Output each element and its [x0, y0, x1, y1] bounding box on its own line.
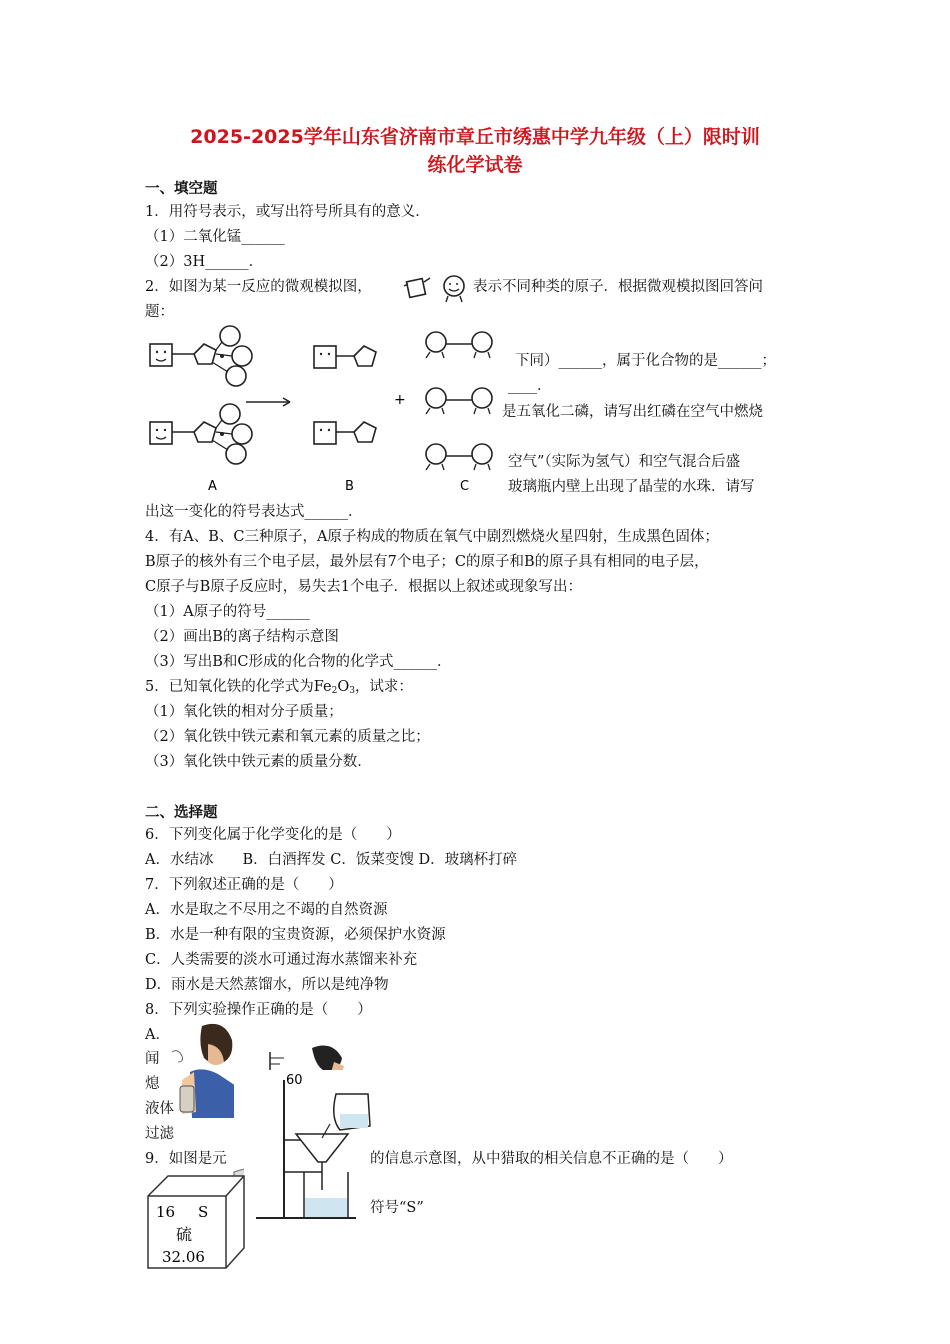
- q8-option-e-partial: 过滤: [145, 1126, 174, 1142]
- q8-option-a: A．: [145, 1027, 170, 1043]
- smelling-gas-image: [172, 1022, 238, 1118]
- q7-option-c: C．人类需要的淡水可通过海水蒸馏来补充: [145, 952, 418, 968]
- title-line-1: 2025-2025学年山东省济南市章丘市绣惠中学九年级（上）限时训: [190, 126, 760, 148]
- q9-stem-b: 的信息示意图，从中猎取的相关信息不正确的是（ ）: [370, 1151, 733, 1167]
- q7-option-d: D．雨水是天然蒸馏水，所以是纯净物: [145, 977, 389, 993]
- molecule-c-1: [426, 332, 492, 358]
- fig-label-b: B: [345, 479, 354, 494]
- section-2-heading: 二、选择题: [145, 805, 218, 821]
- molecule-c-2: [426, 388, 492, 414]
- q2-stem-b: 表示不同种类的原子．根据微观模拟图回答问: [473, 279, 763, 295]
- q5-stem: 5．已知氧化铁的化学式为$Fe_2O_3$，试求：: [145, 679, 413, 696]
- q2-stem-c: 题：: [145, 304, 174, 320]
- q3-right-text-4: 空气”（实际为氢气）和空气混合后盛: [508, 454, 741, 470]
- q2-right-text-2: ____．: [508, 378, 552, 394]
- q3-right-text-5: 玻璃瓶内壁上出现了晶莹的水珠．请写: [508, 479, 755, 495]
- reaction-micro-figure: [142, 318, 510, 494]
- q1-part-1: （1）二氧化锰______: [145, 229, 285, 245]
- q4-part-3: （3）写出B和C形成的化合物的化学式______．: [145, 654, 452, 670]
- q8-stem: 8．下列实验操作正确的是（ ）: [145, 1002, 372, 1018]
- q8-option-d-partial: 液体: [145, 1101, 174, 1117]
- q3-end-text: 出这一变化的符号表达式______．: [145, 504, 363, 520]
- molecule-c-3: [426, 444, 492, 470]
- molecule-a-top: [150, 326, 252, 386]
- q4-line-2: B原子的核外有三个电子层，最外层有7个电子；C的原子和B的原子具有相同的电子层，: [145, 554, 709, 570]
- q7-option-a: A．水是取之不尽用之不竭的自然资源: [145, 902, 388, 918]
- q4-line-1: 4．有A、B、C三种原子，A原子构成的物质在氧气中剧烈燃烧火星四射，生成黑色固体；: [145, 529, 719, 545]
- element-symbol: S: [198, 1203, 209, 1221]
- q6-options: A．水结冰 B．白酒挥发 C．饭菜变馊 D．玻璃杯打碎: [145, 852, 518, 868]
- q7-stem: 7．下列叙述正确的是（ ）: [145, 877, 343, 893]
- section-1-heading: 一、填空题: [145, 181, 218, 197]
- q4-line-3: C原子与B原子反应时，易失去1个电子．根据以上叙述或现象写出：: [145, 579, 582, 595]
- q6-stem: 6．下列变化属于化学变化的是（ ）: [145, 827, 401, 843]
- q1-stem: 1．用符号表示，或写出符号所具有的意义．: [145, 204, 430, 220]
- title-line-2: 练化学试卷: [427, 154, 523, 176]
- legend-atoms-figure: [402, 272, 472, 304]
- element-mass: 32.06: [162, 1248, 205, 1266]
- molecule-b-bottom: [314, 422, 376, 444]
- element-name: 硫: [176, 1225, 193, 1244]
- q8-option-c-partial: 熄: [145, 1076, 160, 1092]
- sulfur-element-card: [144, 1172, 248, 1272]
- q9-stem-a: 9．如图是元: [145, 1151, 227, 1167]
- q1-part-2: （2）3H______．: [145, 254, 264, 270]
- cylinder-scale-label: 60: [286, 1073, 303, 1088]
- element-atomic-number: 16: [156, 1203, 176, 1221]
- q4-part-2: （2）画出B的离子结构示意图: [145, 629, 339, 645]
- q9-symbol-text: 符号“S”: [370, 1200, 424, 1216]
- fig-label-a: A: [208, 479, 217, 494]
- q5-part-2: （2）氧化铁中铁元素和氧元素的质量之比；: [145, 729, 430, 745]
- q3-right-text-3: 是五氧化二磷，请写出红磷在空气中燃烧: [502, 404, 763, 420]
- fig-label-c: C: [460, 479, 470, 494]
- q2-right-text-1: 下同）______，属于化合物的是______；: [515, 353, 776, 369]
- q4-part-1: （1）A原子的符号______: [145, 604, 310, 620]
- q2-stem-a: 2．如图为某一反应的微观模拟图，: [145, 279, 372, 295]
- q8-option-b-partial: 闻: [145, 1051, 160, 1067]
- molecule-a-bottom: [150, 404, 252, 464]
- q5-part-1: （1）氧化铁的相对分子质量；: [145, 704, 343, 720]
- q7-option-b: B．水是一种有限的宝贵资源，必须保护水资源: [145, 927, 446, 943]
- legend-round-atom-icon: [444, 276, 464, 302]
- filtration-apparatus-image: [244, 1052, 376, 1220]
- plus-sign: +: [394, 392, 406, 408]
- legend-square-atom-icon: [404, 278, 430, 297]
- molecule-b-top: [314, 346, 376, 368]
- q5-part-3: （3）氧化铁中铁元素的质量分数．: [145, 754, 372, 770]
